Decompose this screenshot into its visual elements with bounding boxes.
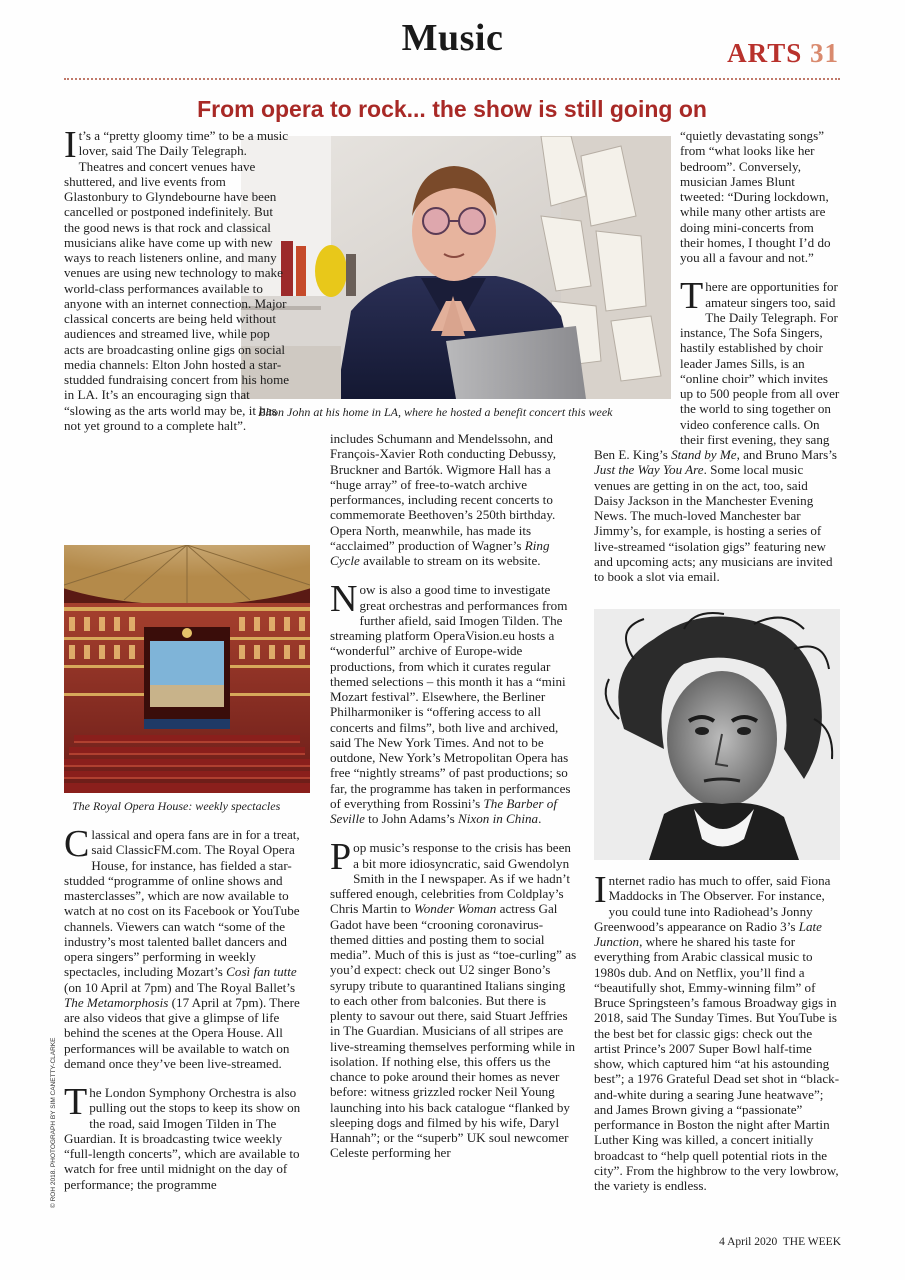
- photo-credit: © ROH 2018. PHOTOGRAPH BY SIM CANETTY-CLARKE: [50, 1037, 57, 1208]
- beethoven-portrait: [594, 609, 840, 860]
- publication-name: THE WEEK: [782, 1236, 841, 1248]
- paragraph-text: actress Gal Gadot have been “crooning coronavirus-themed ditties and posting them to social media”. Much of this is just as “toe-curling” as you’d expect: check out U2 singer Bono’s syrupy tribute to quarantined Italians singing to each other from balconies. But there is plenty to savour out there, said Stuart Jeffries in The Guardian. Musicians of all stripes are live-streaming themselves performing while in isolation. If nothing else, this offers us the chance to poke around their homes as never before: witness grizzled rocker Neil Young launching into his back catalogue “flanked by sleeping dogs and filmed by his wife, Daryl Hannah”; or the “superb” UK soul newcomer Celeste performing her: [330, 901, 577, 1161]
- italic-title: Wonder Woman: [414, 901, 497, 917]
- paragraph-text: lassical and opera fans are in for a treat, said ClassicFM.com. The Royal Opera House, for instance, has fielded a star-studded “programme of online shows and masterclasses”, which are now available to watch at no cost on its Facebook or YouTube channels. Viewers can watch “some of the industry’s most talented ballet dancers and opera singers” performing in weekly spectacles, including Mozart’s: [64, 827, 300, 980]
- royal-opera-house-photo: [64, 545, 310, 793]
- italic-title: Just the Way You Are: [594, 462, 704, 478]
- arts-label: ARTS: [727, 38, 803, 68]
- issue-date: 4 April 2020: [719, 1236, 778, 1248]
- paragraph-text: op music’s response to the crisis has been a bit more idiosyncratic, said Gwendolyn Smith in the I newspaper. As if we hadn’t suffered enough, celebrities from Coldplay’s Chris Martin to: [330, 840, 571, 917]
- column-3-top: [594, 128, 840, 584]
- paragraph-text: to John Adams’s: [364, 811, 459, 826]
- paragraph-text: nternet radio has much to offer, said Fiona Maddocks in The Observer. For instance, you could tune into Radiohead’s Jonny Greenwood’s appearance on Radio 3’s: [594, 873, 831, 934]
- paragraph-text: here are opportunities for amateur singers too, said The Daily Telegraph. For instance, The Sofa Singers, hastily established by choir leader James Sills, is an “online choir” which invites up to 500 people from all over the world to sing together on video conference calls. On their first evening, they sang Ben E. King’s: [594, 279, 840, 462]
- page-footer: [719, 1236, 841, 1248]
- paragraph: [330, 836, 578, 1161]
- paragraph-text: “quietly devastating songs” from “what looks like her bedroom”. Conversely, musician James Blunt tweeted: “During lockdown, while many other artists are doing mini-concerts from their homes, I thought I’d do you all a favour and not.”: [680, 128, 831, 265]
- paragraph: [330, 431, 578, 568]
- paragraph-text: t’s a “pretty gloomy time” to be a music lover, said The Daily Telegraph. Theatres and concert venues have shuttered, and live events from Glastonbury to Glyndebourne have been cancelled or postponed indefinitely. But the good news is that rock and classical musicians alike have come up with new ways to reach listeners online, and many venues are using new technology to make world-class performances available to anyone with an internet connection. Major classical concerts are being held without audiences and streamed live, while pop acts are broadcasting online gigs on social media channels: Elton John hosted a star-studded fundraising concert from his home in LA. It’s an encouraging sign that “slowing as the arts world may be, it has not yet ground to a complete halt”.: [64, 128, 290, 433]
- column-1-top: [64, 124, 314, 433]
- italic-title: The Metamorphosis: [64, 994, 169, 1010]
- paragraph: [594, 869, 840, 1193]
- italic-title: Nixon in China: [458, 811, 539, 826]
- article-headline: From opera to rock... the show is still going on: [197, 96, 707, 122]
- page-number: 31: [810, 38, 839, 68]
- section-title: Music: [401, 17, 504, 59]
- drop-cap: C: [64, 823, 90, 865]
- column-2: [330, 431, 578, 1161]
- paragraph-text: he London Symphony Orchestra is also pulling out the stops to keep its show on the road, said Imogen Tilden in The Guardian. It is broadcasting twice weekly “full-length concerts”, which are available to watch for free until midnight on the day of performance; the programme: [64, 1085, 301, 1192]
- paragraph: [64, 124, 314, 433]
- elton-caption: Elton John at his home in LA, where he hosted a benefit concert this week: [258, 405, 613, 419]
- italic-title: Stand by Me: [671, 447, 737, 462]
- paragraph-text: includes Schumann and Mendelssohn, and François-Xavier Roth conducting Debussy, Bruckner and Bartók. Wigmore Hall has a “huge array” of free-to-watch archive performances, including recent concerts to commemorate Beethoven’s 250th birthday. Opera North, meanwhile, has made its “acclaimed” production of Wagner’s: [330, 431, 557, 553]
- column-3-bottom: [594, 869, 840, 1193]
- paragraph-text: available to stream on its website.: [359, 553, 541, 568]
- italic-title: Così fan tutte: [226, 964, 297, 980]
- paragraph-text: , where he shared his taste for everything from Arabic classical music to 1980s dub. And on Netflix, you’ll find a “beautifully shot, Emmy-winning film” of Bruce Springsteen’s famous Broadway gigs in 2018, said The Sunday Times. But YouTube is the best bet for classic gigs: check out the artist Prince’s 2007 Super Bowl half-time show, which captured him “at his astounding best”; a 1976 Grateful Dead set shot in “black-and-white during a searing June heatwave”; and James Brown giving a “passionate” performance in Boston the night after Martin Luther King was killed, a concert initially broadcast to “help quell potential riots in the city”. From the highbrow to the very lowbrow, the variety is endless.: [594, 934, 840, 1193]
- header-divider: [64, 78, 840, 80]
- italic-title: Ring Cycle: [330, 537, 550, 568]
- paragraph: [64, 1081, 312, 1192]
- paragraph-text: (on 10 April at 7pm) and The Royal Ballet’s: [64, 979, 296, 995]
- drop-cap: I: [64, 124, 77, 166]
- italic-title: The Barber of Seville: [330, 795, 557, 826]
- drop-cap: N: [330, 578, 358, 621]
- drop-cap: T: [64, 1081, 88, 1123]
- paragraph-text: (17 April at 7pm). There are also videos that give a glimpse of life behind the scenes at the Opera House. All performances will be available to watch on demand once they’ve been live-streamed.: [64, 994, 300, 1071]
- paragraph-text: . Some local music venues are getting in on the act, too, said Daisy Jackson in the Manchester Evening News. The much-loved Manchester bar Jimmy’s, for example, is hosting a series of live-streamed “isolation gigs” featuring new and upcoming acts; any musicians are invited to book a slot via email.: [594, 462, 833, 584]
- drop-cap: P: [330, 836, 352, 879]
- arts-page-label: [727, 38, 839, 69]
- column-1-bottom: [64, 823, 312, 1192]
- paragraph: [64, 823, 312, 1071]
- paragraph-text: , and Bruno Mars’s: [736, 447, 837, 462]
- paragraph-text: .: [538, 811, 542, 826]
- drop-cap: T: [680, 275, 704, 318]
- paragraph-text: ow is also a good time to investigate great orchestras and performances from further afield, said Imogen Tilden. The streaming platform OperaVision.eu hosts a “wonderful” archive of Europe-wide productions, from which it curates regular themed selections – this month it has a “mini Mozart festival”. Elsewhere, the Berliner Philharmoniker is “offering access to all concerts and films”, both live and archived, said The New York Times. And not to be outdone, New York’s Metropolitan Opera has free “nightly streams” of past productions; so far, the programme has taken in performances of everything from Rossini’s: [330, 582, 571, 811]
- paragraph: [330, 578, 578, 826]
- italic-title: Late Junction: [594, 918, 822, 949]
- opera-house-caption: The Royal Opera House: weekly spectacles: [72, 799, 281, 813]
- drop-cap: I: [594, 869, 607, 911]
